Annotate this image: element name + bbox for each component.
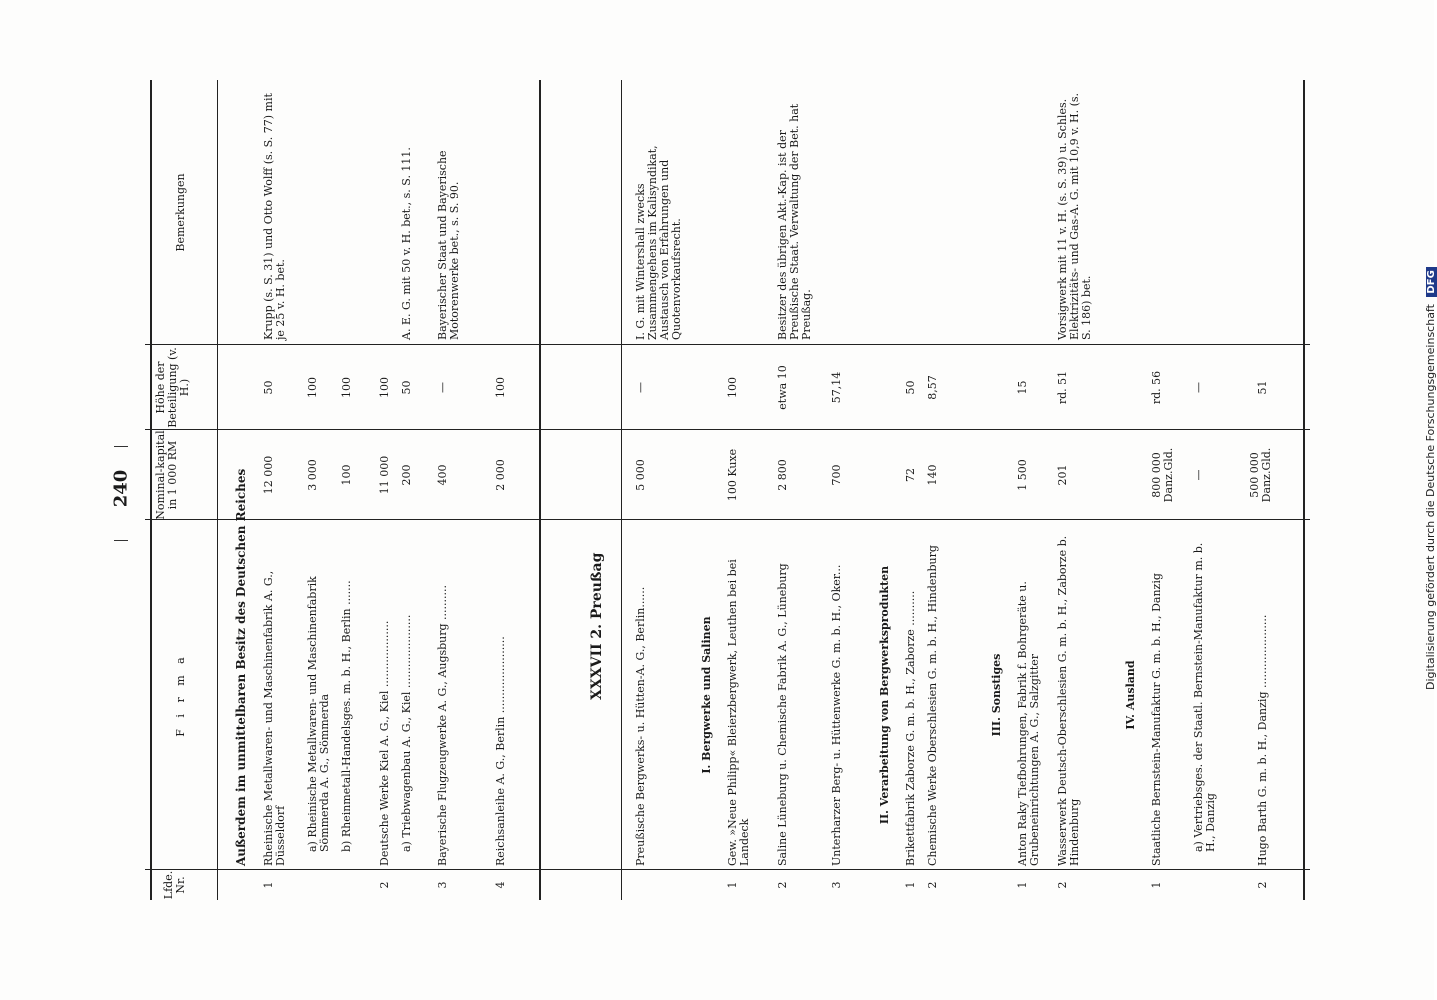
s2-row4-kapital: 700: [830, 464, 843, 486]
s2-row12-hoehe: rd. 56: [1150, 370, 1163, 405]
s2-row14-hoehe: 51: [1256, 380, 1269, 395]
row3-hoehe: —: [436, 382, 449, 393]
s2-sub2: II. Verarbeitung von Bergwerksprodukten: [878, 565, 891, 825]
row3-firma: Bayerische Flugzeugwerke A. G., Augsburg ..........: [436, 584, 449, 866]
s2-row10-hoehe: rd. 51: [1056, 370, 1069, 405]
row3-kapital: 400: [436, 464, 449, 486]
row1b-kapital: 100: [340, 464, 353, 486]
row1a-hoehe: 100: [306, 377, 319, 398]
s2-row2-nr: 1: [726, 881, 739, 889]
s2-row4-nr: 3: [830, 881, 843, 889]
credit-text: Digitalisierung gefördert durch die Deutsche Forschungsgemeinschaft: [1424, 304, 1437, 690]
header-bemerkungen: Bemerkungen: [174, 173, 187, 252]
s2-sub3: III. Sonstiges: [990, 653, 1003, 737]
row1a-kapital: 3 000: [306, 459, 319, 491]
digitization-credit: [1424, 267, 1437, 690]
s2-row2-firma: Gew. »Neue Philipp« Bleierzbergwerk, Leuthen bei bei Landeck: [726, 559, 751, 866]
s2-row3-nr: 2: [776, 881, 789, 889]
s2-row7-kapital: 140: [926, 464, 939, 486]
row2-hoehe: 100: [378, 377, 391, 398]
header-rule: [217, 80, 218, 900]
row1-bem: Krupp (s. S. 31) und Otto Wolff (s. S. 77) mit je 25 v. H. bet.: [262, 93, 287, 340]
s2-row12-kapital: 800 000 Danz.Gld.: [1150, 447, 1175, 503]
s2-row6-nr: 1: [904, 881, 917, 889]
s2-row10-kapital: 201: [1056, 464, 1069, 486]
s2-row3-hoehe: etwa 10: [776, 365, 789, 410]
s2-row0-bem: I. G. mit Wintershall zwecks Zusammengehens im Kalisyndikat, Austausch von Erfahrungen und Quotenvorkaufsrecht.: [634, 145, 683, 340]
row2a-bem: A. E. G. mit 50 v. H. bet., s. S. 111.: [400, 147, 413, 340]
s2-row7-firma: Chemische Werke Oberschlesien G. m. b. H., Hindenburg: [926, 545, 939, 866]
row4-kapital: 2 000: [494, 459, 507, 491]
s2-row10-nr: 2: [1056, 881, 1069, 889]
s2-row2-kapital: 100 Kuxe: [726, 448, 739, 502]
row2a-kapital: 200: [400, 464, 413, 486]
row2-kapital: 11 000: [378, 455, 391, 495]
s2-row6-kapital: 72: [904, 468, 917, 482]
s2-sub1: I. Bergwerke und Salinen: [700, 616, 713, 774]
s2-row10-firma: Wasserwerk Deutsch-Oberschlesien G. m. b. H., Zaborze b. Hindenburg: [1056, 535, 1081, 866]
row1b-firma: b) Rheinmetall-Handelsges. m. b. H., Berlin .......: [340, 580, 353, 852]
s2-row3-kapital: 2 800: [776, 459, 789, 491]
row3-bem: Bayerischer Staat und Bayerische Motorenwerke bet., s. S. 90.: [436, 150, 461, 340]
s2-row6-firma: Brikettfabrik Zaborze G. m. b. H., Zaborze ..........: [904, 590, 917, 866]
header-firma: F i r m a: [174, 653, 187, 737]
page-number-dash-left: [114, 540, 128, 541]
table-rule-bottom: [1303, 80, 1305, 900]
row2a-firma: a) Triebwagenbau A. G., Kiel .....................: [400, 614, 413, 852]
row4-firma: Reichsanleihe A. G., Berlin ......................: [494, 636, 507, 866]
row1-hoehe: 50: [262, 380, 275, 395]
s2-row14-nr: 2: [1256, 881, 1269, 889]
s2-row13-kapital: —: [1192, 469, 1205, 481]
s2-row3-firma: Saline Lüneburg u. Chemische Fabrik A. G., Lüneburg: [776, 563, 789, 866]
s2-row6-hoehe: 50: [904, 380, 917, 395]
s2-row4-hoehe: 57,14: [830, 371, 843, 404]
row2a-hoehe: 50: [400, 380, 413, 395]
row1-firma: Rheinische Metallwaren- und Maschinenfabrik A. G., Düsseldorf: [262, 570, 287, 866]
row1b-hoehe: 100: [340, 377, 353, 398]
row2-nr: 2: [378, 881, 391, 889]
header-rule-2: [621, 80, 622, 900]
page-number: 240: [110, 469, 132, 508]
s2-row0-hoehe: —: [634, 382, 647, 393]
s2-row10-bem: Vorsigwerk mit 11 v. H. (s. S. 39) u. Schles. Elektrizitäts- und Gas-A. G. mit 10,9 v. H. (s. S. 186) bet.: [1056, 92, 1093, 340]
s2-row0-firma: Preußische Bergwerks- u. Hütten-A. G., Berlin......: [634, 586, 647, 866]
s2-row14-firma: Hugo Barth G. m. b. H., Danzig .....................: [1256, 614, 1269, 866]
row4-hoehe: 100: [494, 377, 507, 398]
s2-row3-bem: Besitzer des übrigen Akt.-Kap. ist der Preußische Staat. Verwaltung der Bet. hat Preußag.: [776, 103, 813, 340]
header-lfd: Lfde. Nr.: [162, 870, 187, 900]
s2-row9-hoehe: 15: [1016, 380, 1029, 395]
row1a-firma: a) Rheinische Metallwaren- und Maschinenfabrik Sömmerda A. G., Sömmerda: [306, 576, 331, 852]
row4-nr: 4: [494, 881, 507, 889]
s2-row9-kapital: 1 500: [1016, 459, 1029, 491]
s2-row7-hoehe: 8,57: [926, 375, 939, 400]
header-kapital: Nominal-kapital in 1 000 RM: [154, 430, 179, 520]
page-number-dash-right: [114, 446, 128, 447]
s2-row2-hoehe: 100: [726, 377, 739, 398]
row1-nr: 1: [262, 881, 275, 889]
section2-title: XXXVII 2. Preußag: [589, 552, 605, 700]
s2-row12-nr: 1: [1150, 881, 1163, 889]
s2-row12-firma: Staatliche Bernstein-Manufaktur G. m. b. H., Danzig: [1150, 573, 1163, 866]
row2-firma: Deutsche Werke Kiel A. G., Kiel ...................: [378, 620, 391, 866]
s2-row4-firma: Unterharzer Berg- u. Hüttenwerke G. m. b. H., Oker...: [830, 564, 843, 866]
row1-kapital: 12 000: [262, 455, 275, 495]
s2-row13-firma: a) Vertriebsges. der Staatl. Bernstein-Manufaktur m. b. H., Danzig: [1192, 542, 1217, 852]
s2-row0-kapital: 5 000: [634, 459, 647, 491]
dfg-logo: DFG: [1426, 267, 1437, 296]
row3-nr: 3: [436, 881, 449, 889]
s2-row9-nr: 1: [1016, 881, 1029, 889]
section-divider-rule: [539, 80, 541, 900]
s2-sub4: IV. Ausland: [1124, 660, 1137, 730]
section1-title: Außerdem im unmittelbaren Besitz des Deutschen Reiches: [234, 468, 248, 866]
s2-row9-firma: Anton Raky Tiefbohrungen, Fabrik f. Bohrgeräte u. Grubeneinrichtungen A. G., Salzgitter: [1016, 581, 1041, 866]
s2-row14-kapital: 500 000 Danz.Gld.: [1248, 447, 1273, 503]
header-hoehe: Höhe der Beteiligung (v. H.): [154, 347, 191, 428]
rotated-table: [145, 80, 1310, 900]
s2-row13-hoehe: —: [1192, 382, 1205, 393]
s2-row7-nr: 2: [926, 881, 939, 889]
table-rule-top: [150, 80, 152, 900]
